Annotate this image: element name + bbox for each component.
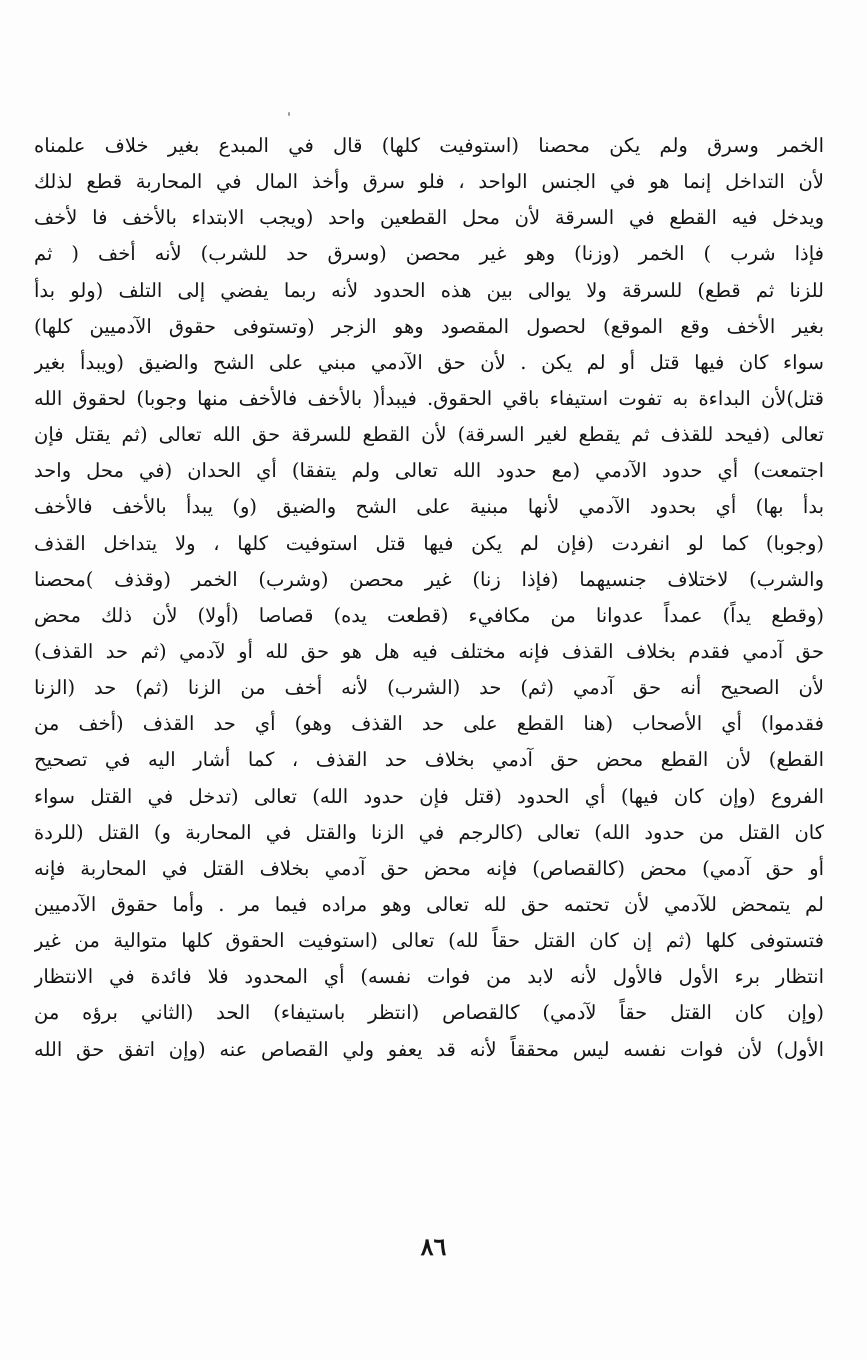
text-line: فقدموا) أي الأصحاب (هنا القطع على حد القذف وهو) أي حد القذف (أخف من [34, 712, 824, 736]
text-line: ويدخل فيه القطع في السرقة لأن محل القطعين واحد (ويجب الابتداء بالأخف فا لأخف [34, 206, 824, 230]
text-line: والشرب) لاختلاف جنسيهما (فإذا زنا) غير محصن (وشرب) الخمر (وقذف )محصنا [34, 567, 824, 591]
text-line: سواء كان فيها قتل أو لم يكن . لأن حق الآدمي مبني على الشح والضيق (ويبدأ بغير [34, 350, 824, 374]
text-line: لأن الصحيح أنه حق آدمي (ثم) حد (الشرب) لأنه أخف من الزنا (ثم) حد (الزنا [34, 676, 824, 700]
text-line: حق آدمي فقدم بخلاف القذف فإنه مختلف فيه هل هو حق لله أو لآدمي (ثم حد القذف) [34, 639, 824, 663]
text-line: قتل)لأن البداءة به تفوت استيفاء باقي الحقوق. فيبدأ( بالأخف فالأخف منها وجوبا) لحقوق الله [34, 386, 824, 410]
text-line: (وإن كان القتل حقاً لآدمي) كالقصاص (انتظر باستيفاء) الحد (الثاني برؤه من [34, 1001, 824, 1025]
text-line: فتستوفى كلها (ثم إن كان القتل حقاً لله) تعالى (استوفيت الحقوق كلها متوالية من غير [34, 929, 824, 953]
text-line: لأن التداخل إنما هو في الجنس الواحد ، فلو سرق وأخذ المال في المحاربة قطع لذلك [34, 170, 824, 194]
text-line: القطع) لأن القطع محض حق آدمي بخلاف حد القذف ، كما أشار اليه في تصحيح [34, 748, 824, 772]
text-line: كان القتل من حدود الله) تعالى (كالرجم في الزنا والقتل في المحاربة و) القتل (للردة [34, 820, 824, 844]
text-line: اجتمعت) أي حدود الآدمي (مع حدود الله تعالى ولم يتفقا) أي الحدان (في محل واحد [34, 459, 824, 483]
text-line: تعالى (فيحد للقذف ثم يقطع لغير السرقة) لأن القطع للسرقة حق الله تعالى (ثم يقتل فإن [34, 423, 824, 447]
text-line: انتظار برء الأول فالأول لأنه لابد من فوات نفسه) أي المحدود فلا فائدة في الانتظار [34, 965, 824, 989]
scan-speck [288, 112, 290, 116]
page-number: ٨٦ [420, 1232, 447, 1261]
text-line: للزنا ثم قطع) للسرقة ولا يوالى بين هذه الحدود لأنه ربما يفضي إلى التلف (ولو بدأ [34, 278, 824, 302]
text-line: فإذا شرب ) الخمر (وزنا) وهو غير محصن (وسرق حد للشرب) لأنه أخف ( ثم [34, 242, 824, 266]
body-text [34, 128, 824, 1068]
text-line: لم يتمحض للآدمي لأن تحتمه حق لله تعالى وهو مراده فيما مر . وأما حقوق الآدميين [34, 892, 824, 916]
text-line: بدأ بها) أي بحدود الآدمي لأنها مبنية على الشح والضيق (و) يبدأ بالأخف فالأخف [34, 495, 824, 519]
text-line: (وجوبا) كما لو انفردت (فإن لم يكن فيها قتل استوفيت كلها ، ولا يتداخل القذف [34, 531, 824, 555]
text-line: الفروع (وإن كان فيها) أي الحدود (قتل فإن حدود الله) تعالى (تدخل في القتل سواء [34, 784, 824, 808]
text-line: أو حق آدمي) محض (كالقصاص) فإنه محض حق آدمي بخلاف القتل في المحاربة فإنه [34, 856, 824, 880]
text-line: (وقطع يداً) عمداً عدوانا من مكافيء (قطعت يده) قصاصا (أولا) لأن ذلك محض [34, 603, 824, 627]
text-line: الأول) لأن فوات نفسه ليس محققاً لأنه قد يعفو ولي القصاص عنه (وإن اتفق حق الله [34, 1037, 824, 1061]
text-line: بغير الأخف وقع الموقع) لحصول المقصود وهو الزجر (وتستوفى حقوق الآدميين كلها) [34, 314, 824, 338]
text-line: الخمر وسرق ولم يكن محصنا (استوفيت كلها) قال في المبدع بغير خلاف علمناه [34, 134, 824, 157]
